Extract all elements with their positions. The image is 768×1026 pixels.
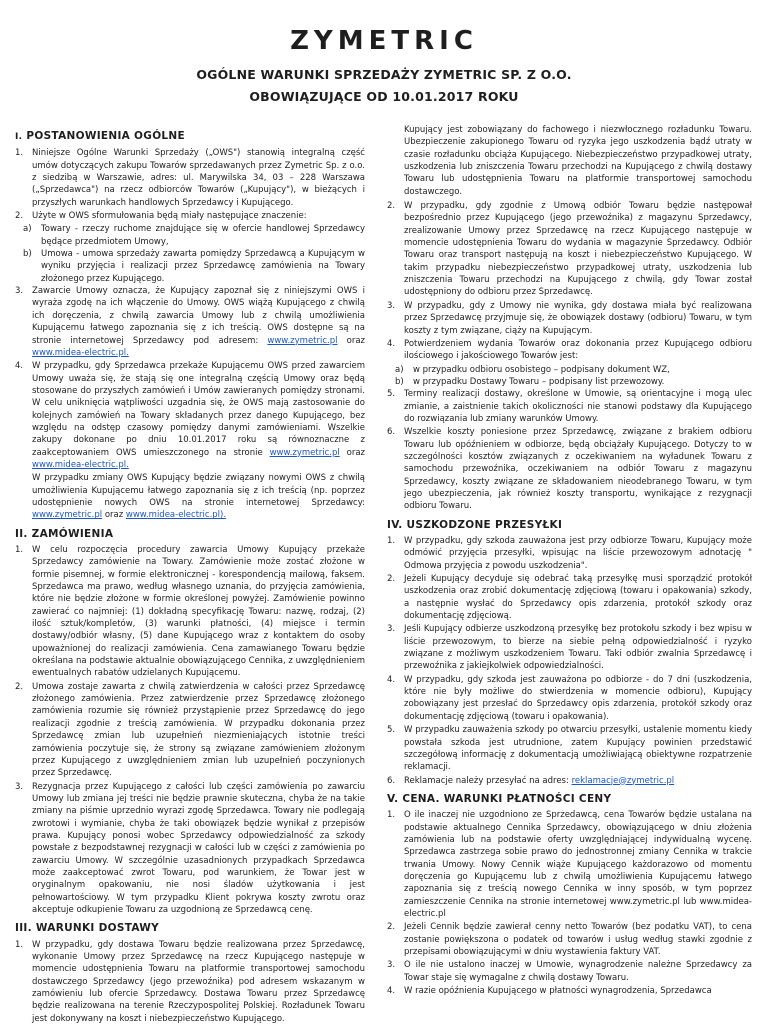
section-heading-price: V. CENA. WARUNKI PŁATNOŚCI CENY xyxy=(387,792,612,805)
section5-item-4: 4. W razie opóźnienia Kupującego w płatności wynagrodzenia, Sprzedawca xyxy=(387,986,712,997)
section3-item-1: 1. W przypadku, gdy dostawa Towaru będzie realizowana przez Sprzedawcę, wykonanie Umowy przez Sprzedawcę na rzecz Kupującego następuje w momencie udostępnienia Towaru na platformie transportowej samochodu dostawczego Sprzedawcy (jego przewoźnika) pod adresem wskazanym w zamówieniu lub ofercie Sprzedawcy. Dostawa Towaru przez Sprzedawcę będzie realizowana na terenie Rzeczypospolitej Polskiej. Rozładunek Towaru jest dokonywany na koszt i niebezpieczeństwo Kupującego. xyxy=(15,939,365,1024)
section4-item-2: 2. Jeżeli Kupujący decyduje się odebrać taką przesyłkę musi sporządzić protokół uszkodzenia oraz zrobić dokumentację zdjęciową (towaru i opakowania) szkody, a następnie wysłać do Sprzedawcy opis zdarzenia, protokół szkody oraz dokumentację zdjęciową. xyxy=(387,574,752,622)
section5-item-3: 3. O ile nie ustalono inaczej w Umowie, wynagrodzenie należne Sprzedawcy za Towar staje się wymagalne z chwilą dostawy Towaru. xyxy=(387,960,752,983)
section1-item-4: 4. W przypadku, gdy Sprzedawca przekaże Kupującemu OWS przed zawarciem Umowy uważa się, że stają się one integralną częścią Umowy oraz będą stosowane do przyszłych zamówień i Umów zawieranych pomiędzy stronami. W celu uniknięcia wątpliwości uzgadnia się, że OWS mają zastosowanie do kolejnych zamówień na Towary składanych przez danego Kupującego, bez względu na odstęp czasowy pomiędzy danymi zamówieniami. Wszelkie zakupy dokonane po dniu 10.01.2017 roku są równoznaczne z zaakceptowaniem OWS umieszczonego na stronie www.zymetric.pl oraz www.midea-electric.pl. xyxy=(15,361,365,470)
section5-item-2: 2. Jeżeli Cennik będzie zawierał cenny netto Towarów (bez podatku VAT), to cena zostanie powiększona o podatek od towarów i usług według stawki zgodnie z przepisami obowiązującymi w dniu wystawienia faktury VAT. xyxy=(387,922,752,957)
section1-item-2: 2. Użyte w OWS sformułowania będą miały następujące znaczenie: xyxy=(15,211,307,222)
section-heading-orders: II. ZAMÓWIENIA xyxy=(15,527,114,540)
section3-item-6: 6. Wszelkie koszty poniesione przez Sprzedawcę, związane z brakiem odbioru Towaru lub opóźnieniem w odbiorze, będą obciążały Kupującego. Dotyczy to w szczególności kosztów związanych z oczekiwaniem na wyładunek Towaru z samochodu przewoźnika, oczekiwaniem na odbiór Towaru z magazynu Sprzedawcy, koszty związane ze składowaniem nieodebranego Towaru, w tym jego ubezpieczenia, jak również koszty transportu, wynikające z rezygnacji odbioru Towaru. xyxy=(387,427,752,512)
section3-subitem-b: b) w przypadku Dostawy Towaru – podpisany list przewozowy. xyxy=(395,376,665,387)
section5-item-1: 1. O ile inaczej nie uzgodniono ze Sprzedawcą, cena Towarów będzie ustalana na podstawie aktualnego Cennika Sprzedawcy, obowiązującego w dniu złożenia zamówienia lub na podstawie oferty uwzględniającej indywidualną wycenę. Sprzedawca zastrzega sobie prawo do jednostronnej zmiany Cennika w trakcie trwania Umowy. Nowy Cennik wiąże Kupującego każdorazowo od momentu doręczenia go Kupującemu lub z chwilą umożliwienia Kupującemu łatwego zapoznania się z treścią nowego Cennika w inny sposób, w tym poprzez zamieszczenie Cennika na stronie internetowej www.zymetric.pl lub www.midea-electric.pl xyxy=(387,810,752,919)
section1-item-4-continued: W przypadku zmiany OWS Kupujący będzie związany nowymi OWS z chwilą umożliwienia Kupującemu łatwego zapoznania się z ich treścią (np. poprzez udostępnienie nowych OWS na stronie internetowej Sprzedawcy: www.zymetric.pl oraz www.midea-electric.pl). xyxy=(32,473,365,521)
section1-subitem-b: b) Umowa - umowa sprzedaży zawarta pomiędzy Sprzedawcą a Kupującym w wyniku przyjęcia i realizacji przez Sprzedawcę zamówienia na Towary złożonego przez Kupującego. xyxy=(23,249,365,284)
zymetric-link[interactable]: www.zymetric.pl xyxy=(32,510,103,521)
left-column xyxy=(15,124,365,1026)
section-heading-damaged: IV. USZKODZONE PRZESYŁKI xyxy=(387,518,563,531)
section3-item-4: 4. Potwierdzeniem wydania Towarów oraz dokonania przez Kupującego odbioru ilościowego i jakościowego Towarów jest: xyxy=(387,338,752,362)
section1-subitem-a: a) Towary - rzeczy ruchome znajdujące się w ofercie handlowej Sprzedawcy będące przedmiotem Umowy, xyxy=(23,224,365,247)
section3-subitem-a: a) w przypadku odbioru osobistego – podpisany dokument WZ, xyxy=(395,364,670,375)
section1-item-3: 3. Zawarcie Umowy oznacza, że Kupujący zapoznał się z niniejszymi OWS i wyraża zgodę na ich włączenie do Umowy. OWS wiążą Kupującego z chwilą ich doręczenia, z chwilą zawarcia Umowy lub z chwilą umożliwienia Kupującemu łatwego zapoznania się z ich treścią. OWS dostępne są na stronie internetowej Sprzedawcy pod adresem: www.zymetric.pl oraz www.midea-electric.pl. xyxy=(15,286,365,358)
section2-item-3: 3. Rezygnacja przez Kupującego z całości lub części zamówienia po zawarciu Umowy lub zmiana jej treści nie będzie prawnie skuteczna, chyba że na takie zmiany na piśmie uprzednio wyrazi zgodę Sprzedawca. Towary nie podlegają zwrotowi i wymianie, chyba że taki obowiązek będzie wynikał z przepisów prawa. Kupujący ponosi wobec Sprzedawcy odpowiedzialność za szkody powstałe z bezpodstawnej rezygnacji w całości lub w części z zamówienia po zawarciu Umowy. W szczególnie uzasadnionych przypadkach Sprzedawca może zaakceptować zwrot Towaru, pod warunkiem, że Towar jest w oryginalnym opakowaniu, nie nosi śladów użytkowania i jest pełnowartościowy. W tym przypadku Klient pokrywa koszty zwrotu oraz akceptuje odkupienie Towaru za uzgodnioną ze Sprzedawcą cenę. xyxy=(15,781,365,915)
section-heading-delivery: III. WARUNKI DOSTAWY xyxy=(15,922,160,935)
section4-item-1: 1. W przypadku, gdy szkoda zauważona jest przy odbiorze Towaru, Kupujący może odmówić przyjęcia przesyłki, wpisując na liście przewozowym adnotację " Odmowa przyjęcia z powodu uszkodzenia". xyxy=(387,536,752,571)
section4-item-5: 5. W przypadku zauważenia szkody po otwarciu przesyłki, ustalenie momentu kiedy powstała szkoda jest utrudnione, zatem Kupujący powinien przedstawić szczegółową informację z dokumentacją umożliwiającą obiektywne rozpatrzenie reklamacji. xyxy=(387,725,752,773)
midea-link[interactable]: www.midea-electric.pl. xyxy=(32,459,129,470)
right-column xyxy=(387,124,752,998)
document-title xyxy=(0,64,768,108)
complaints-email-link[interactable]: reklamacje@zymetric.pl xyxy=(571,775,675,786)
section4-item-6: 6. Reklamacje należy przesyłać na adres: reklamacje@zymetric.pl xyxy=(387,775,675,786)
section2-item-2: 2. Umowa zostaje zawarta z chwilą zatwierdzenia w całości przez Sprzedawcę złożonego zamówienia. Przez zatwierdzenie przez Sprzedawcę złożonego zamówienia rozumie się również przystąpienie przez Sprzedawcę do jego realizacji zgodnie z treścią zamówienia. W przypadku dokonania przez Sprzedawcę zmian lub uzupełnień niezmieniających istotnie treści zamówienia poczytuje się, że strony są związane zamówieniem złożonym przez Kupującego z uwzględnieniem zmian lub uzupełnień poczynionych przez Sprzedawcę. xyxy=(15,681,365,779)
logo-text: ZYMETRIC xyxy=(290,26,478,56)
zymetric-logo xyxy=(0,26,768,56)
midea-link[interactable]: www.midea-electric.pl). xyxy=(125,510,227,521)
zymetric-link[interactable]: www.zymetric.pl xyxy=(267,335,338,346)
midea-link[interactable]: www.midea-electric.pl. xyxy=(32,347,129,358)
section3-item-3: 3. W przypadku, gdy z Umowy nie wynika, gdy dostawa miała być realizowana przez Sprzedawcę przyjmuje się, że obowiązek dostawy (odbioru) Towaru, w tym koszty z tym związane, ciąży na Kupującym. xyxy=(387,300,752,336)
section2-item-1: 1. W celu rozpoczęcia procedury zawarcia Umowy Kupujący przekaże Sprzedawcy zamówienie na Towary. Zamówienie może zostać złożone w formie pisemnej, w formie elektronicznej - korespondencją mailową, faksem. Sprzedawca ma prawo, według własnego uznania, do przyjęcia zamówienia, które nie będzie złożone w formie określonej powyżej. Zamówienie powinno zawierać co najmniej: (1) dokładną specyfikację Towaru: nazwę, rodzaj, (2) ilość sztuk/kompletów, (3) warunki płatności, (4) miejsce i termin dostawy/odbiór własny, (5) dane Kupującego wraz z kontaktem do osoby upoważnionej do realizacji zamówienia. Cena zamawianego Towaru będzie określana na podstawie aktualnie obowiązującego Cennika, z uwzględnieniem ewentualnych rabatów udzielanych Kupującemu. xyxy=(15,545,365,679)
section3-item-5: 5. Terminy realizacji dostawy, określone w Umowie, są orientacyjne i mogą ulec zmianie, a zaistnienie takich okoliczności nie stanowi podstawy dla Kupującego do rozwiązania lub zmiany warunków Umowy. xyxy=(387,389,752,424)
title-line-1: OGÓLNE WARUNKI SPRZEDAŻY ZYMETRIC SP. Z O.O. xyxy=(196,67,572,82)
section3-item-2: 2. W przypadku, gdy zgodnie z Umową odbiór Towaru będzie następował bezpośrednio przez Kupującego (jego przewoźnika) z magazynu Sprzedawcy, zrealizowanie Umowy przez Sprzedawcę na rzecz Kupującego następuje w momencie udostępnienia Towaru do wydania w magazynie Sprzedawcy. Odbiór Towaru oraz transport następują na koszt i niebezpieczeństwo Kupującego. W takim przypadku niebezpieczeństwo przypadkowej utraty, uszkodzenia lub zniszczenia Towaru przechodzi na Kupującego z chwilą, gdy Towar został udostępniony do odbioru przez Sprzedawcę. xyxy=(387,201,752,298)
section-heading-general: I. POSTANOWIENIA OGÓLNE xyxy=(15,130,185,142)
section1-item-1: 1. Niniejsze Ogólne Warunki Sprzedaży („OWS") stanowią integralną część umów dotyczących zakupu Towarów sprzedawanych przez Zymetric Sp. z o.o. z siedzibą w Warszawie, adres: ul. Marywilska 34, 03 – 228 Warszawa („Sprzedawca") na rzecz odbiorców Towarów („Kupujący"), w bieżących i przyszłych warunkach handlowych Sprzedawcy i Kupującego. xyxy=(15,148,365,208)
title-line-2: OBOWIĄZUJĄCE OD 10.01.2017 ROKU xyxy=(249,89,519,104)
section4-item-4: 4. W przypadku, gdy szkoda jest zauważona po odbiorze - do 7 dni (uszkodzenia, które nie były możliwe do stwierdzenia w momencie odbioru), Kupujący zobowiązany jest przesłać do Sprzedawcy opis zdarzenia, protokół szkody oraz dokumentację zdjęciową (towaru i opakowania). xyxy=(387,674,752,722)
zymetric-link[interactable]: www.zymetric.pl xyxy=(269,447,340,458)
section4-item-3: 3. Jeśli Kupujący odbierze uszkodzoną przesyłkę bez protokołu szkody i bez wpisu w liście przewozowym, to bierze na siebie pełną odpowiedzialność i ryzyko związane z możliwym uszkodzeniem Towaru. Taki odbiór zwalnia Sprzedawcę i przewoźnika z jakiejkolwiek odpowiedzialności. xyxy=(387,624,752,672)
section3-item-1-continued: Kupujący jest zobowiązany do fachowego i niezwłocznego rozładunku Towaru. Ubezpieczenie zakupionego Towaru od ryzyka jego uszkodzenia bądź utraty w czasie rozładunku obciąża Kupującego. Niebezpieczeństwo przypadkowej utraty, uszkodzenia lub zniszczenia Towaru przechodzi na Kupującego z chwilą dostawy Towaru lub udostępnienia Towaru na platformie transportowej samochodu dostawczego. xyxy=(404,125,752,197)
